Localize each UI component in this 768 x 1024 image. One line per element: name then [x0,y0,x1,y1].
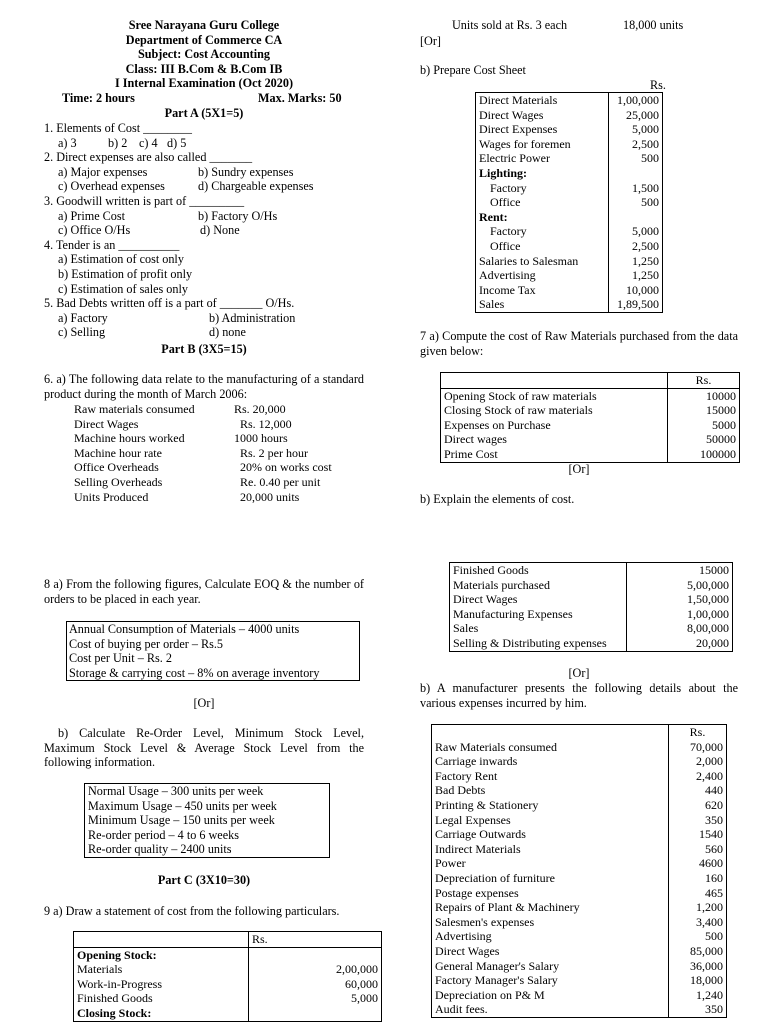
row-label: Postage expenses [432,886,669,901]
table-row [450,636,733,651]
q9b-text: b) A manufacturer presents the following details about the various expenses incurred by him. [420,681,738,710]
row-value: 500 [705,929,723,944]
college-name: Sree Narayana Guru College [128,18,280,32]
row-value: 440 [705,783,723,798]
q8b-text: b) Calculate Re-Order Level, Minimum Stock Level, Maximum Stock Level & Average Stock Level from the following information. [44,726,364,770]
q4-opt-c: c) Estimation of sales only [58,281,188,296]
q9-or-label: [Or] [568,666,590,680]
table-row [432,871,727,886]
row-label: General Manager's Salary [432,959,669,974]
row-label: Opening Stock of raw materials [441,388,668,403]
table-row [432,915,727,930]
table-row [441,373,740,389]
row-label: Legal Expenses [432,813,669,828]
row-value: 2,00,000 [336,962,378,977]
q5-opt-d: d) none [209,325,246,340]
row-value: 1,250 [632,268,659,283]
part-c-title: Part C (3X10=30) [157,873,251,887]
table-row [432,769,727,784]
table-row [74,1006,382,1021]
q6-or-label: [Or] [420,34,441,48]
row-label: Audit fees. [432,1002,669,1017]
q5-options-row1 [44,311,364,326]
class: Class: III B.Com & B.Com IB [125,61,283,76]
table-row [74,446,332,461]
table-row [432,959,727,974]
row-label: Depreciation of furniture [432,871,669,886]
row-value: 3,400 [696,914,723,929]
row-value: 500 [641,151,659,166]
q3-options-row1 [44,209,364,224]
row-value: 2,500 [632,238,659,253]
row-value: 20,000 [696,635,729,650]
q9a-continued-table [449,562,733,652]
row-label: Direct Wages [476,108,609,123]
row-label: Electric Power [476,151,609,166]
row-value [609,210,663,225]
q7a-text: 7 a) Compute the cost of Raw Materials purchased from the data given below: [420,329,738,358]
q8a-line: Cost of buying per order – Rs.5 [69,636,224,651]
row-value: 1,00,000 [617,93,659,107]
table-row [432,900,727,915]
row-label: Finished Goods [74,991,249,1006]
row-label: Lighting: [476,166,609,181]
q8a-line: Cost per Unit – Rs. 2 [69,651,172,666]
q1-opt-d: d) 5 [167,135,187,150]
row-label: Advertising [432,929,669,944]
table-row [476,297,663,312]
q5-text: 5. Bad Debts written off is a part of _______ O/Hs. [44,296,295,311]
q5-opt-c: c) Selling [58,325,106,340]
table-row [74,417,332,432]
q5-options-row2 [44,325,364,340]
q2-text: 2. Direct expenses are also called _______ [44,150,253,165]
row-value: 1,200 [696,900,723,915]
table-row [74,962,382,977]
row-label: Sales [476,297,609,312]
row-label: Direct Materials [476,93,609,108]
q3-opt-b: b) Factory O/Hs [198,208,278,223]
table-row [441,388,740,403]
time-label: Time: 2 hours [62,91,135,105]
q8a-line: Annual Consumption of Materials – 4000 units [69,622,300,636]
row-value: 1000 hours [234,431,288,446]
table-row [74,431,332,446]
q9a-rows [74,932,382,1022]
row-label: Opening Stock: [74,947,249,962]
row-label: Factory [476,224,609,239]
table-row [476,239,663,254]
q2-options-row1 [44,165,364,180]
q3-opt-a: a) Prime Cost [58,208,126,223]
row-value: 8,00,000 [687,621,729,636]
table-row [450,621,733,636]
q8b-line: Maximum Usage – 450 units per week [88,798,277,813]
row-value: 2,400 [696,768,723,783]
q6b-cost-table [475,92,663,313]
row-value: 50000 [706,432,736,447]
table-row [441,432,740,447]
table-row [476,137,663,152]
row-label: Direct wages [441,432,668,447]
row-value: 36,000 [690,958,723,973]
row-label: Machine hour rate [74,445,162,460]
q8b-line: Normal Usage – 300 units per week [88,784,264,798]
row-label: Power [432,856,669,871]
table-row [432,886,727,901]
row-value [609,166,663,181]
table-row [432,944,727,959]
row-value: 10000 [706,388,736,403]
q8b-data-box [84,783,330,858]
q9b-expense-table [431,724,727,1018]
row-label: Finished Goods [450,563,627,578]
q8a-line: Storage & carrying cost – 8% on average inventory [69,665,320,680]
row-value: 15000 [699,563,729,577]
row-value: 500 [641,195,659,210]
row-value: 25,000 [626,107,659,122]
row-value: 1,240 [696,987,723,1002]
row-label: Office [476,239,609,254]
q4-text: 4. Tender is an __________ [44,237,180,252]
q2-opt-a: a) Major expenses [58,164,148,179]
row-value: 1,500 [632,180,659,195]
row-value: 10,000 [626,282,659,297]
q5-opt-b: b) Administration [209,310,296,325]
table-row [432,740,727,755]
q1-options [44,136,364,151]
q3-opt-c: c) Office O/Hs [58,223,131,238]
table-row [450,607,733,622]
row-value: 2,500 [632,136,659,151]
table-row [432,842,727,857]
row-label: Carriage Outwards [432,827,669,842]
q8a-text: 8 a) From the following figures, Calculate EOQ & the number of orders to be placed in each year. [44,577,364,606]
row-value: 350 [705,1002,723,1017]
row-label: Raw materials consumed [74,402,195,416]
q8-or-label: [Or] [193,696,215,710]
row-value: 5,000 [351,991,378,1006]
row-value: Re. 0.40 per unit [240,474,321,489]
row-label: Direct Wages [432,944,669,959]
q6b-text: b) Prepare Cost Sheet [420,63,526,77]
row-label: Closing Stock of raw materials [441,403,668,418]
row-value: 1,89,500 [617,297,659,312]
q6a-rows [74,402,332,504]
row-value: 70,000 [690,739,723,754]
row-label: Office [476,195,609,210]
table-row [432,798,727,813]
row-value: Rs. 20,000 [234,402,286,416]
table-row [476,108,663,123]
table-row [441,403,740,418]
subject: Subject: Cost Accounting [137,47,271,62]
table-row [450,563,733,578]
row-label: Machine hours worked [74,431,185,446]
table-row [476,210,663,225]
q8b-line: Re-order period – 4 to 6 weeks [88,827,239,842]
table-row [476,254,663,269]
q3-opt-d: d) None [200,223,240,238]
q2-opt-b: b) Sundry expenses [198,164,294,179]
q9a-cont-rows [450,563,733,652]
row-value: 1,250 [632,253,659,268]
row-value: 465 [705,885,723,900]
q7-or-label: [Or] [568,462,590,476]
row-label: Direct Wages [450,592,627,607]
table-row [432,783,727,798]
q2-opt-d: d) Chargeable expenses [198,179,314,194]
table-row [432,988,727,1003]
row-label: Office Overheads [74,460,159,475]
row-label: Selling & Distributing expenses [450,636,627,651]
row-label: Manufacturing Expenses [450,607,627,622]
q2-opt-c: c) Overhead expenses [58,179,165,194]
q1-opt-b: b) 2 [108,135,128,150]
row-label: Printing & Stationery [432,798,669,813]
q9a-text: 9 a) Draw a statement of cost from the following particulars. [44,904,340,918]
row-label: Materials [74,962,249,977]
table-row [432,725,727,740]
row-label: Units Produced [74,489,149,504]
table-row [476,195,663,210]
table-row [476,122,663,137]
q7b-text: b) Explain the elements of cost. [420,492,575,506]
table-row [432,929,727,944]
row-value: 5000 [712,417,736,432]
q5-opt-a: a) Factory [58,310,108,325]
row-label: Rent: [476,210,609,225]
table-row [74,490,332,505]
q9a-table [73,931,382,1022]
row-value: 15000 [706,403,736,418]
table-row [74,475,332,490]
q7a-table [440,372,740,463]
table-row [432,827,727,842]
q4-opt-b: b) Estimation of profit only [58,266,193,281]
row-label: Prime Cost [441,447,668,462]
row-label: Advertising [476,268,609,283]
table-row [74,402,332,417]
part-b-title: Part B (3X5=15) [161,342,247,356]
row-value: 560 [705,841,723,856]
row-value: Rs. 2 per hour [240,445,308,460]
row-label: Expenses on Purchase [441,418,668,433]
q8a-data-box [66,621,360,681]
row-value: 160 [705,870,723,885]
row-value: 60,000 [345,976,378,991]
row-label: Repairs of Plant & Machinery [432,900,669,915]
row-value [249,1006,382,1021]
q6a-data-table [74,402,332,504]
row-value: 1,50,000 [687,592,729,607]
q2-options-row2 [44,179,364,194]
table-row [441,418,740,433]
row-label: Depreciation on P& M [432,988,669,1003]
row-value: 5,000 [632,122,659,137]
row-value: 2,000 [696,754,723,769]
row-label: Work-in-Progress [74,977,249,992]
row-label: Factory Rent [432,769,669,784]
q3-options-row2 [44,223,364,238]
table-row [432,1002,727,1017]
q1-text: 1. Elements of Cost ________ [44,121,192,135]
q7a-rows [441,373,740,463]
row-label: Materials purchased [450,578,627,593]
row-value: 1,00,000 [687,606,729,621]
row-value: 18,000 [690,973,723,988]
row-label: Bad Debts [432,783,669,798]
table-row [74,947,382,962]
table-row [450,578,733,593]
table-row [476,224,663,239]
row-value: Rs. 12,000 [240,416,292,431]
q6a-text: 6. a) The following data relate to the manufacturing of a standard product during the month of March 2006: [44,372,364,401]
table-row [441,447,740,462]
q6b-rows [476,93,663,313]
q3-text: 3. Goodwill written is part of _________ [44,193,245,208]
part-a-questions [44,121,364,340]
q6a-sold-value: 18,000 units [623,18,684,32]
table-row [476,181,663,196]
row-label: Raw Materials consumed [432,740,669,755]
row-label: Income Tax [476,283,609,298]
row-label: Selling Overheads [74,474,163,489]
table-row [476,151,663,166]
row-value: 5,000 [632,224,659,239]
q9a-unit: Rs. [249,932,382,948]
row-value [249,947,382,962]
q4-opt-a: a) Estimation of cost only [58,252,184,267]
table-row [74,991,382,1006]
table-row [476,268,663,283]
q9b-rows [432,725,727,1018]
q6b-unit: Rs. [650,78,666,92]
row-label: Salesmen's expenses [432,915,669,930]
table-row [74,460,332,475]
row-label: Direct Wages [74,416,139,431]
table-row [432,973,727,988]
row-value: 1540 [699,827,723,842]
row-label: Factory [476,181,609,196]
row-value: 5,00,000 [687,577,729,592]
row-label: Carriage inwards [432,754,669,769]
exam-title: I Internal Examination (Oct 2020) [114,76,294,91]
row-label: Indirect Materials [432,842,669,857]
marks-label: Max. Marks: 50 [258,91,342,105]
q6a-sold-label: Units sold at Rs. 3 each [452,18,568,32]
table-row [476,166,663,181]
q8b-line: Minimum Usage – 150 units per week [88,813,275,828]
table-row [450,592,733,607]
table-row [432,856,727,871]
row-label: Direct Expenses [476,122,609,137]
q1-opt-c: c) 4 [139,135,158,150]
q7a-unit: Rs. [668,373,740,389]
row-value: 100000 [700,446,736,461]
q9b-unit: Rs. [689,725,706,739]
department: Department of Commerce CA [125,32,283,47]
row-label: Salaries to Salesman [476,254,609,269]
row-value: 85,000 [690,943,723,958]
header-block [44,18,364,91]
part-a-title: Part A (5X1=5) [164,106,244,120]
table-row [432,754,727,769]
table-row [74,932,382,948]
row-label: Closing Stock: [74,1006,249,1021]
q8b-line: Re-order quality – 2400 units [88,842,232,857]
row-value: 20% on works cost [240,460,332,475]
table-row [432,813,727,828]
q1-opt-a: a) 3 [58,135,77,150]
row-value: 20,000 units [240,489,300,504]
row-value: 620 [705,797,723,812]
row-label: Sales [450,621,627,636]
row-value: 4600 [699,856,723,871]
table-row [476,93,663,108]
row-label: Factory Manager's Salary [432,973,669,988]
row-label: Wages for foremen [476,137,609,152]
table-row [476,283,663,298]
row-value: 350 [705,812,723,827]
table-row [74,977,382,992]
